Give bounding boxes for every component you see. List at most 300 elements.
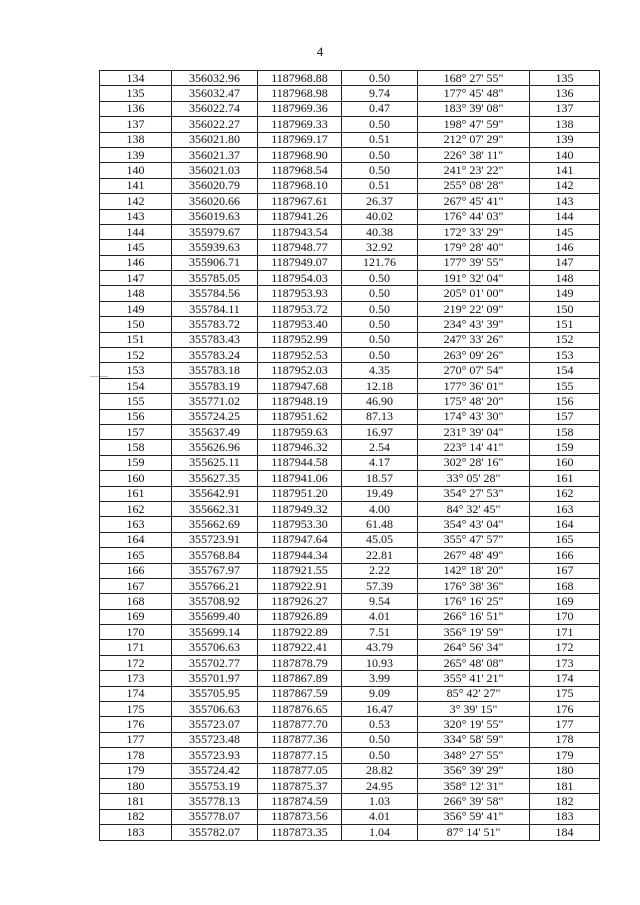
- distance-cell: 24.95: [342, 778, 418, 793]
- bearing-cell: 355° 47' 57": [418, 532, 530, 547]
- point-number-cell: 166: [100, 563, 172, 578]
- bearing-cell: 87° 14' 51": [418, 825, 530, 840]
- point-number-cell: 177: [100, 732, 172, 747]
- distance-cell: 0.50: [342, 163, 418, 178]
- bearing-cell: 354° 27' 53": [418, 486, 530, 501]
- y-coordinate-cell: 1187873.35: [258, 825, 342, 840]
- point-number-cell: 176: [100, 717, 172, 732]
- distance-cell: 0.50: [342, 332, 418, 347]
- x-coordinate-cell: 356022.74: [172, 101, 258, 116]
- x-coordinate-cell: 355906.71: [172, 255, 258, 270]
- distance-cell: 12.18: [342, 378, 418, 393]
- bearing-cell: 355° 41' 21": [418, 671, 530, 686]
- next-point-number-cell: 138: [530, 117, 600, 132]
- next-point-number-cell: 168: [530, 578, 600, 593]
- point-number-cell: 137: [100, 117, 172, 132]
- distance-cell: 1.03: [342, 794, 418, 809]
- y-coordinate-cell: 1187967.61: [258, 194, 342, 209]
- next-point-number-cell: 151: [530, 317, 600, 332]
- x-coordinate-cell: 356021.80: [172, 132, 258, 147]
- point-number-cell: 180: [100, 778, 172, 793]
- coordinates-table: [99, 70, 600, 841]
- bearing-cell: 176° 38' 36": [418, 578, 530, 593]
- distance-cell: 9.54: [342, 594, 418, 609]
- next-point-number-cell: 136: [530, 86, 600, 101]
- x-coordinate-cell: 356022.27: [172, 117, 258, 132]
- bearing-cell: 255° 08' 28": [418, 178, 530, 193]
- y-coordinate-cell: 1187953.30: [258, 517, 342, 532]
- point-number-cell: 170: [100, 625, 172, 640]
- y-coordinate-cell: 1187922.91: [258, 578, 342, 593]
- x-coordinate-cell: 355706.63: [172, 702, 258, 717]
- bearing-cell: 219° 22' 09": [418, 301, 530, 316]
- point-number-cell: 169: [100, 609, 172, 624]
- point-number-cell: 146: [100, 255, 172, 270]
- y-coordinate-cell: 1187968.54: [258, 163, 342, 178]
- page-number: 4: [316, 44, 324, 59]
- x-coordinate-cell: 355723.91: [172, 532, 258, 547]
- distance-cell: 3.99: [342, 671, 418, 686]
- table-row: [100, 717, 600, 732]
- y-coordinate-cell: 1187969.17: [258, 132, 342, 147]
- table-row: [100, 809, 600, 824]
- x-coordinate-cell: 355708.92: [172, 594, 258, 609]
- table-row: [100, 194, 600, 209]
- x-coordinate-cell: 355702.77: [172, 655, 258, 670]
- x-coordinate-cell: 355771.02: [172, 394, 258, 409]
- bearing-cell: 179° 28' 40": [418, 240, 530, 255]
- y-coordinate-cell: 1187867.89: [258, 671, 342, 686]
- distance-cell: 0.51: [342, 178, 418, 193]
- y-coordinate-cell: 1187943.54: [258, 224, 342, 239]
- distance-cell: 10.93: [342, 655, 418, 670]
- distance-cell: 0.50: [342, 271, 418, 286]
- table-row: [100, 117, 600, 132]
- next-point-number-cell: 135: [530, 71, 600, 86]
- table-row: [100, 594, 600, 609]
- table-row: [100, 640, 600, 655]
- y-coordinate-cell: 1187948.19: [258, 394, 342, 409]
- distance-cell: 0.51: [342, 132, 418, 147]
- y-coordinate-cell: 1187944.34: [258, 548, 342, 563]
- y-coordinate-cell: 1187968.88: [258, 71, 342, 86]
- x-coordinate-cell: 355723.48: [172, 732, 258, 747]
- x-coordinate-cell: 355784.56: [172, 286, 258, 301]
- y-coordinate-cell: 1187968.10: [258, 178, 342, 193]
- bearing-cell: 84° 32' 45": [418, 501, 530, 516]
- distance-cell: 16.97: [342, 424, 418, 439]
- bearing-cell: 356° 39' 29": [418, 763, 530, 778]
- bearing-cell: 265° 48' 08": [418, 655, 530, 670]
- bearing-cell: 267° 45' 41": [418, 194, 530, 209]
- y-coordinate-cell: 1187944.58: [258, 455, 342, 470]
- x-coordinate-cell: 355768.84: [172, 548, 258, 563]
- y-coordinate-cell: 1187953.93: [258, 286, 342, 301]
- point-number-cell: 134: [100, 71, 172, 86]
- table-row: [100, 147, 600, 162]
- bearing-cell: 223° 14' 41": [418, 440, 530, 455]
- point-number-cell: 144: [100, 224, 172, 239]
- x-coordinate-cell: 355778.07: [172, 809, 258, 824]
- bearing-cell: 263° 09' 26": [418, 348, 530, 363]
- x-coordinate-cell: 355784.11: [172, 301, 258, 316]
- next-point-number-cell: 172: [530, 640, 600, 655]
- y-coordinate-cell: 1187875.37: [258, 778, 342, 793]
- next-point-number-cell: 153: [530, 348, 600, 363]
- x-coordinate-cell: 355766.21: [172, 578, 258, 593]
- point-number-cell: 136: [100, 101, 172, 116]
- x-coordinate-cell: 355782.07: [172, 825, 258, 840]
- y-coordinate-cell: 1187947.68: [258, 378, 342, 393]
- x-coordinate-cell: 356032.47: [172, 86, 258, 101]
- y-coordinate-cell: 1187922.89: [258, 625, 342, 640]
- bearing-cell: 177° 36' 01": [418, 378, 530, 393]
- distance-cell: 43.79: [342, 640, 418, 655]
- next-point-number-cell: 150: [530, 301, 600, 316]
- point-number-cell: 165: [100, 548, 172, 563]
- x-coordinate-cell: 355705.95: [172, 686, 258, 701]
- bearing-cell: 354° 43' 04": [418, 517, 530, 532]
- y-coordinate-cell: 1187947.64: [258, 532, 342, 547]
- point-number-cell: 164: [100, 532, 172, 547]
- y-coordinate-cell: 1187952.53: [258, 348, 342, 363]
- bearing-cell: 205° 01' 00": [418, 286, 530, 301]
- table-row: [100, 86, 600, 101]
- y-coordinate-cell: 1187873.56: [258, 809, 342, 824]
- y-coordinate-cell: 1187954.03: [258, 271, 342, 286]
- x-coordinate-cell: 356021.37: [172, 147, 258, 162]
- bearing-cell: 270° 07' 54": [418, 363, 530, 378]
- table-row: [100, 778, 600, 793]
- next-point-number-cell: 178: [530, 732, 600, 747]
- next-point-number-cell: 148: [530, 271, 600, 286]
- bearing-cell: 302° 28' 16": [418, 455, 530, 470]
- bearing-cell: 247° 33' 26": [418, 332, 530, 347]
- distance-cell: 4.01: [342, 609, 418, 624]
- point-number-cell: 179: [100, 763, 172, 778]
- bearing-cell: 177° 39' 55": [418, 255, 530, 270]
- distance-cell: 0.50: [342, 732, 418, 747]
- table-row: [100, 224, 600, 239]
- table-row: [100, 609, 600, 624]
- table-row: [100, 471, 600, 486]
- distance-cell: 2.54: [342, 440, 418, 455]
- table-row: [100, 563, 600, 578]
- next-point-number-cell: 163: [530, 501, 600, 516]
- y-coordinate-cell: 1187969.36: [258, 101, 342, 116]
- distance-cell: 0.53: [342, 717, 418, 732]
- table-row: [100, 255, 600, 270]
- x-coordinate-cell: 355939.63: [172, 240, 258, 255]
- x-coordinate-cell: 355723.93: [172, 748, 258, 763]
- point-number-cell: 168: [100, 594, 172, 609]
- y-coordinate-cell: 1187946.32: [258, 440, 342, 455]
- point-number-cell: 135: [100, 86, 172, 101]
- x-coordinate-cell: 355753.19: [172, 778, 258, 793]
- bearing-cell: 266° 39' 58": [418, 794, 530, 809]
- next-point-number-cell: 179: [530, 748, 600, 763]
- bearing-cell: 177° 45' 48": [418, 86, 530, 101]
- x-coordinate-cell: 356019.63: [172, 209, 258, 224]
- distance-cell: 0.50: [342, 748, 418, 763]
- bearing-cell: 212° 07' 29": [418, 132, 530, 147]
- next-point-number-cell: 162: [530, 486, 600, 501]
- table-row: [100, 286, 600, 301]
- distance-cell: 40.38: [342, 224, 418, 239]
- table-row: [100, 424, 600, 439]
- y-coordinate-cell: 1187874.59: [258, 794, 342, 809]
- point-number-cell: 181: [100, 794, 172, 809]
- table-row: [100, 240, 600, 255]
- x-coordinate-cell: 355724.25: [172, 409, 258, 424]
- table-row: [100, 317, 600, 332]
- bearing-cell: 198° 47' 59": [418, 117, 530, 132]
- distance-cell: 7.51: [342, 625, 418, 640]
- point-number-cell: 174: [100, 686, 172, 701]
- point-number-cell: 152: [100, 348, 172, 363]
- point-number-cell: 145: [100, 240, 172, 255]
- bearing-cell: 358° 12' 31": [418, 778, 530, 793]
- point-number-cell: 156: [100, 409, 172, 424]
- next-point-number-cell: 141: [530, 163, 600, 178]
- y-coordinate-cell: 1187921.55: [258, 563, 342, 578]
- next-point-number-cell: 182: [530, 794, 600, 809]
- point-number-cell: 158: [100, 440, 172, 455]
- next-point-number-cell: 149: [530, 286, 600, 301]
- point-number-cell: 163: [100, 517, 172, 532]
- next-point-number-cell: 147: [530, 255, 600, 270]
- y-coordinate-cell: 1187922.41: [258, 640, 342, 655]
- distance-cell: 9.74: [342, 86, 418, 101]
- next-point-number-cell: 173: [530, 655, 600, 670]
- point-number-cell: 154: [100, 378, 172, 393]
- x-coordinate-cell: 355767.97: [172, 563, 258, 578]
- bearing-cell: 231° 39' 04": [418, 424, 530, 439]
- point-number-cell: 182: [100, 809, 172, 824]
- point-number-cell: 157: [100, 424, 172, 439]
- y-coordinate-cell: 1187877.05: [258, 763, 342, 778]
- table-row: [100, 378, 600, 393]
- table-row: [100, 271, 600, 286]
- bearing-cell: 33° 05' 28": [418, 471, 530, 486]
- y-coordinate-cell: 1187959.63: [258, 424, 342, 439]
- y-coordinate-cell: 1187877.70: [258, 717, 342, 732]
- distance-cell: 45.05: [342, 532, 418, 547]
- distance-cell: 61.48: [342, 517, 418, 532]
- bearing-cell: 191° 32' 04": [418, 271, 530, 286]
- table-row: [100, 517, 600, 532]
- table-row: [100, 486, 600, 501]
- bearing-cell: 348° 27' 55": [418, 748, 530, 763]
- point-number-cell: 178: [100, 748, 172, 763]
- table-row: [100, 501, 600, 516]
- distance-cell: 40.02: [342, 209, 418, 224]
- x-coordinate-cell: 355724.42: [172, 763, 258, 778]
- distance-cell: 2.22: [342, 563, 418, 578]
- x-coordinate-cell: 355979.67: [172, 224, 258, 239]
- table-row: [100, 163, 600, 178]
- next-point-number-cell: 155: [530, 378, 600, 393]
- next-point-number-cell: 156: [530, 394, 600, 409]
- table-row: [100, 132, 600, 147]
- next-point-number-cell: 183: [530, 809, 600, 824]
- point-number-cell: 161: [100, 486, 172, 501]
- distance-cell: 22.81: [342, 548, 418, 563]
- distance-cell: 1.04: [342, 825, 418, 840]
- next-point-number-cell: 170: [530, 609, 600, 624]
- x-coordinate-cell: 355783.18: [172, 363, 258, 378]
- next-point-number-cell: 184: [530, 825, 600, 840]
- point-number-cell: 139: [100, 147, 172, 162]
- point-number-cell: 150: [100, 317, 172, 332]
- y-coordinate-cell: 1187948.77: [258, 240, 342, 255]
- table-row: [100, 101, 600, 116]
- distance-cell: 4.17: [342, 455, 418, 470]
- next-point-number-cell: 166: [530, 548, 600, 563]
- distance-cell: 0.50: [342, 117, 418, 132]
- point-number-cell: 183: [100, 825, 172, 840]
- point-number-cell: 175: [100, 702, 172, 717]
- coordinates-table-body: [100, 71, 600, 841]
- distance-cell: 0.50: [342, 147, 418, 162]
- table-row: [100, 178, 600, 193]
- table-row: [100, 301, 600, 316]
- next-point-number-cell: 157: [530, 409, 600, 424]
- distance-cell: 16.47: [342, 702, 418, 717]
- table-row: [100, 209, 600, 224]
- table-row: [100, 702, 600, 717]
- table-row: [100, 332, 600, 347]
- table-row: [100, 440, 600, 455]
- next-point-number-cell: 158: [530, 424, 600, 439]
- y-coordinate-cell: 1187876.65: [258, 702, 342, 717]
- distance-cell: 46.90: [342, 394, 418, 409]
- next-point-number-cell: 145: [530, 224, 600, 239]
- bearing-cell: 320° 19' 55": [418, 717, 530, 732]
- distance-cell: 0.50: [342, 317, 418, 332]
- table-row: [100, 625, 600, 640]
- x-coordinate-cell: 355783.43: [172, 332, 258, 347]
- y-coordinate-cell: 1187952.99: [258, 332, 342, 347]
- distance-cell: 0.50: [342, 301, 418, 316]
- next-point-number-cell: 171: [530, 625, 600, 640]
- point-number-cell: 143: [100, 209, 172, 224]
- table-row: [100, 825, 600, 840]
- y-coordinate-cell: 1187949.32: [258, 501, 342, 516]
- point-number-cell: 173: [100, 671, 172, 686]
- table-row: [100, 655, 600, 670]
- next-point-number-cell: 167: [530, 563, 600, 578]
- x-coordinate-cell: 355625.11: [172, 455, 258, 470]
- x-coordinate-cell: 355723.07: [172, 717, 258, 732]
- point-number-cell: 141: [100, 178, 172, 193]
- bearing-cell: 356° 19' 59": [418, 625, 530, 640]
- table-row: [100, 348, 600, 363]
- table-row: [100, 686, 600, 701]
- distance-cell: 57.39: [342, 578, 418, 593]
- point-number-cell: 151: [100, 332, 172, 347]
- x-coordinate-cell: 355706.63: [172, 640, 258, 655]
- y-coordinate-cell: 1187867.59: [258, 686, 342, 701]
- next-point-number-cell: 142: [530, 178, 600, 193]
- bearing-cell: 3° 39' 15": [418, 702, 530, 717]
- x-coordinate-cell: 356032.96: [172, 71, 258, 86]
- point-number-cell: 172: [100, 655, 172, 670]
- x-coordinate-cell: 355783.72: [172, 317, 258, 332]
- distance-cell: 32.92: [342, 240, 418, 255]
- x-coordinate-cell: 355662.31: [172, 501, 258, 516]
- x-coordinate-cell: 356021.03: [172, 163, 258, 178]
- x-coordinate-cell: 355699.14: [172, 625, 258, 640]
- x-coordinate-cell: 355701.97: [172, 671, 258, 686]
- table-row: [100, 794, 600, 809]
- y-coordinate-cell: 1187969.33: [258, 117, 342, 132]
- table-row: [100, 363, 600, 378]
- distance-cell: 0.50: [342, 348, 418, 363]
- bearing-cell: 172° 33' 29": [418, 224, 530, 239]
- bearing-cell: 234° 43' 39": [418, 317, 530, 332]
- next-point-number-cell: 140: [530, 147, 600, 162]
- table-row: [100, 548, 600, 563]
- x-coordinate-cell: 355783.19: [172, 378, 258, 393]
- y-coordinate-cell: 1187926.89: [258, 609, 342, 624]
- next-point-number-cell: 159: [530, 440, 600, 455]
- y-coordinate-cell: 1187951.62: [258, 409, 342, 424]
- table-row: [100, 394, 600, 409]
- y-coordinate-cell: 1187877.15: [258, 748, 342, 763]
- next-point-number-cell: 161: [530, 471, 600, 486]
- table-row: [100, 748, 600, 763]
- next-point-number-cell: 175: [530, 686, 600, 701]
- table-row: [100, 578, 600, 593]
- point-number-cell: 167: [100, 578, 172, 593]
- distance-cell: 0.47: [342, 101, 418, 116]
- distance-cell: 121.76: [342, 255, 418, 270]
- x-coordinate-cell: 355627.35: [172, 471, 258, 486]
- bearing-cell: 267° 48' 49": [418, 548, 530, 563]
- y-coordinate-cell: 1187951.20: [258, 486, 342, 501]
- x-coordinate-cell: 356020.79: [172, 178, 258, 193]
- next-point-number-cell: 174: [530, 671, 600, 686]
- point-number-cell: 159: [100, 455, 172, 470]
- x-coordinate-cell: 355637.49: [172, 424, 258, 439]
- point-number-cell: 162: [100, 501, 172, 516]
- distance-cell: 4.00: [342, 501, 418, 516]
- y-coordinate-cell: 1187877.36: [258, 732, 342, 747]
- distance-cell: 28.82: [342, 763, 418, 778]
- table-row: [100, 763, 600, 778]
- next-point-number-cell: 154: [530, 363, 600, 378]
- table-row: [100, 409, 600, 424]
- x-coordinate-cell: 356020.66: [172, 194, 258, 209]
- x-coordinate-cell: 355783.24: [172, 348, 258, 363]
- distance-cell: 4.35: [342, 363, 418, 378]
- distance-cell: 26.37: [342, 194, 418, 209]
- x-coordinate-cell: 355662.69: [172, 517, 258, 532]
- bearing-cell: 264° 56' 34": [418, 640, 530, 655]
- next-point-number-cell: 152: [530, 332, 600, 347]
- point-number-cell: 155: [100, 394, 172, 409]
- distance-cell: 0.50: [342, 71, 418, 86]
- bearing-cell: 266° 16' 51": [418, 609, 530, 624]
- next-point-number-cell: 164: [530, 517, 600, 532]
- distance-cell: 9.09: [342, 686, 418, 701]
- point-number-cell: 147: [100, 271, 172, 286]
- bearing-cell: 168° 27' 55": [418, 71, 530, 86]
- x-coordinate-cell: 355626.96: [172, 440, 258, 455]
- next-point-number-cell: 169: [530, 594, 600, 609]
- bearing-cell: 175° 48' 20": [418, 394, 530, 409]
